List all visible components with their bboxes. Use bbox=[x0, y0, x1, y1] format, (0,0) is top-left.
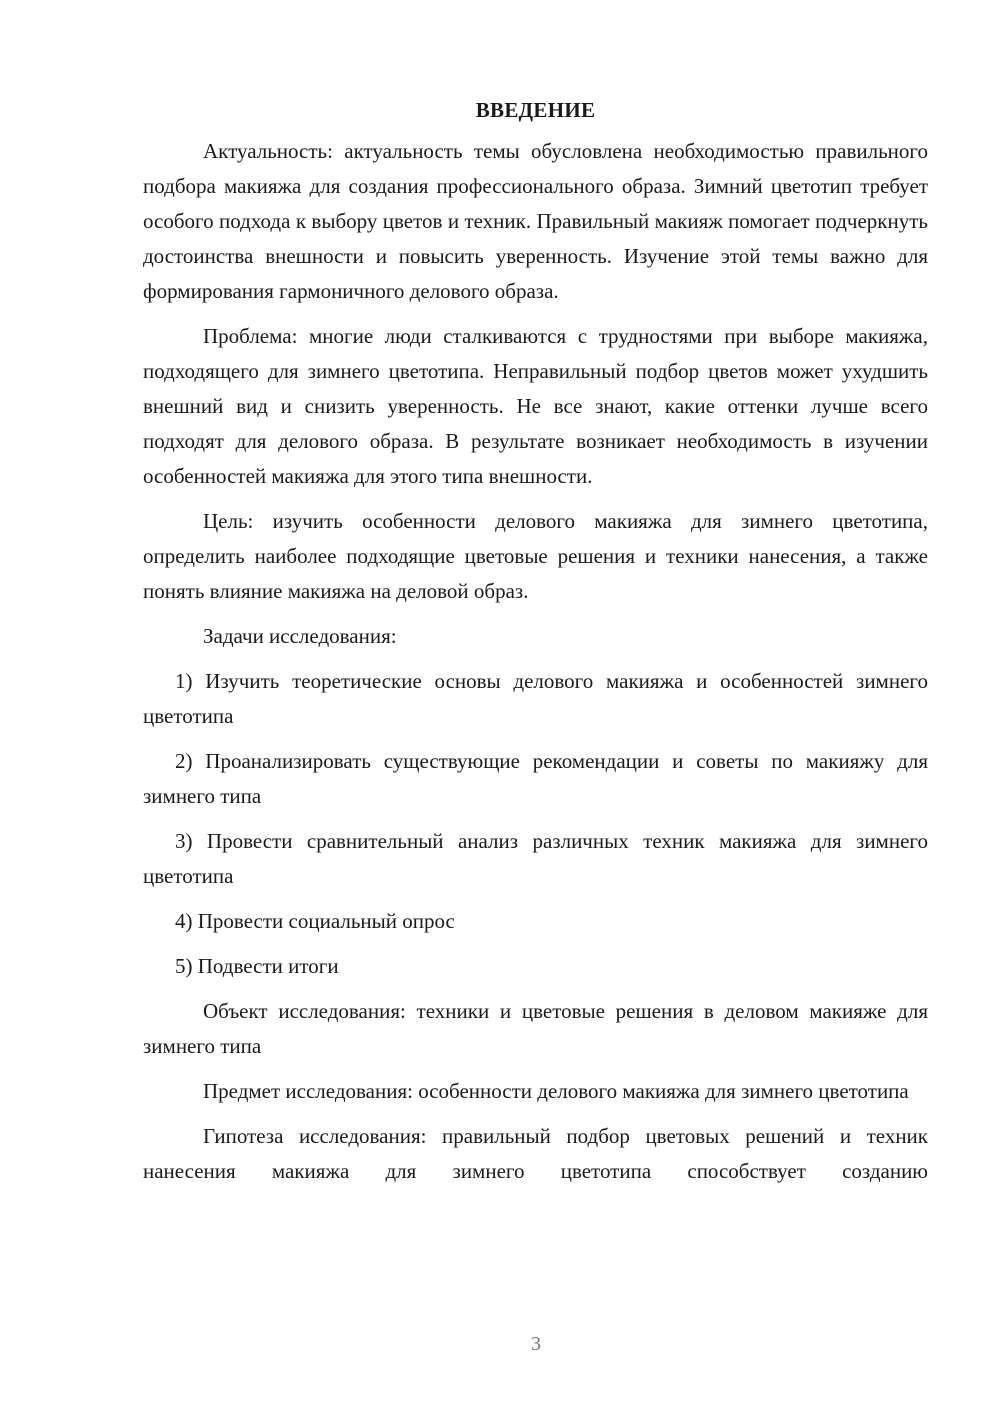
page-number: 3 bbox=[531, 1333, 541, 1355]
paragraph-problem: Проблема: многие люди сталкиваются с трудностями при выборе макияжа, подходящего для зимнего цветотипа. Неправильный подбор цветов может ухудшить внешний вид и снизить уверенность. Не все знают, какие оттенки лучше всего подходят для делового образа. В результате возникает необходимость в изучении особенностей макияжа для этого типа внешности. bbox=[143, 324, 928, 488]
paragraph-relevance: Актуальность: актуальность темы обусловлена необходимостью правильного подбора макияжа для создания профессионального образа. Зимний цветотип требует особого подхода к выбору цветов и техник. Правильный макияж помогает подчеркнуть достоинства внешности и повысить уверенность. Изучение этой темы важно для формирования гармоничного делового образа. bbox=[143, 139, 928, 303]
task-item: 1) Изучить теоретические основы делового макияжа и особенностей зимнего цветотипа bbox=[143, 669, 928, 728]
task-item: 2) Проанализировать существующие рекомендации и советы по макияжу для зимнего типа bbox=[143, 749, 928, 808]
paragraph-subject: Предмет исследования: особенности делового макияжа для зимнего цветотипа bbox=[203, 1079, 909, 1103]
document-body bbox=[143, 94, 928, 1199]
tasks-heading: Задачи исследования: bbox=[203, 624, 397, 648]
paragraph-goal: Цель: изучить особенности делового макияжа для зимнего цветотипа, определить наиболее подходящие цветовые решения и техники нанесения, а также понять влияние макияжа на деловой образ. bbox=[143, 509, 928, 603]
section-title: ВВЕДЕНИЕ bbox=[475, 98, 596, 122]
paragraph-object: Объект исследования: техники и цветовые решения в деловом макияже для зимнего типа bbox=[143, 999, 928, 1058]
task-item: 3) Провести сравнительный анализ различных техник макияжа для зимнего цветотипа bbox=[143, 829, 928, 888]
task-item: 4) Провести социальный опрос bbox=[175, 909, 455, 933]
paragraph-hypothesis: Гипотеза исследования: правильный подбор цветовых решений и техник нанесения макияжа для зимнего цветотипа способствует созданию bbox=[143, 1124, 928, 1183]
task-item: 5) Подвести итоги bbox=[175, 954, 339, 978]
